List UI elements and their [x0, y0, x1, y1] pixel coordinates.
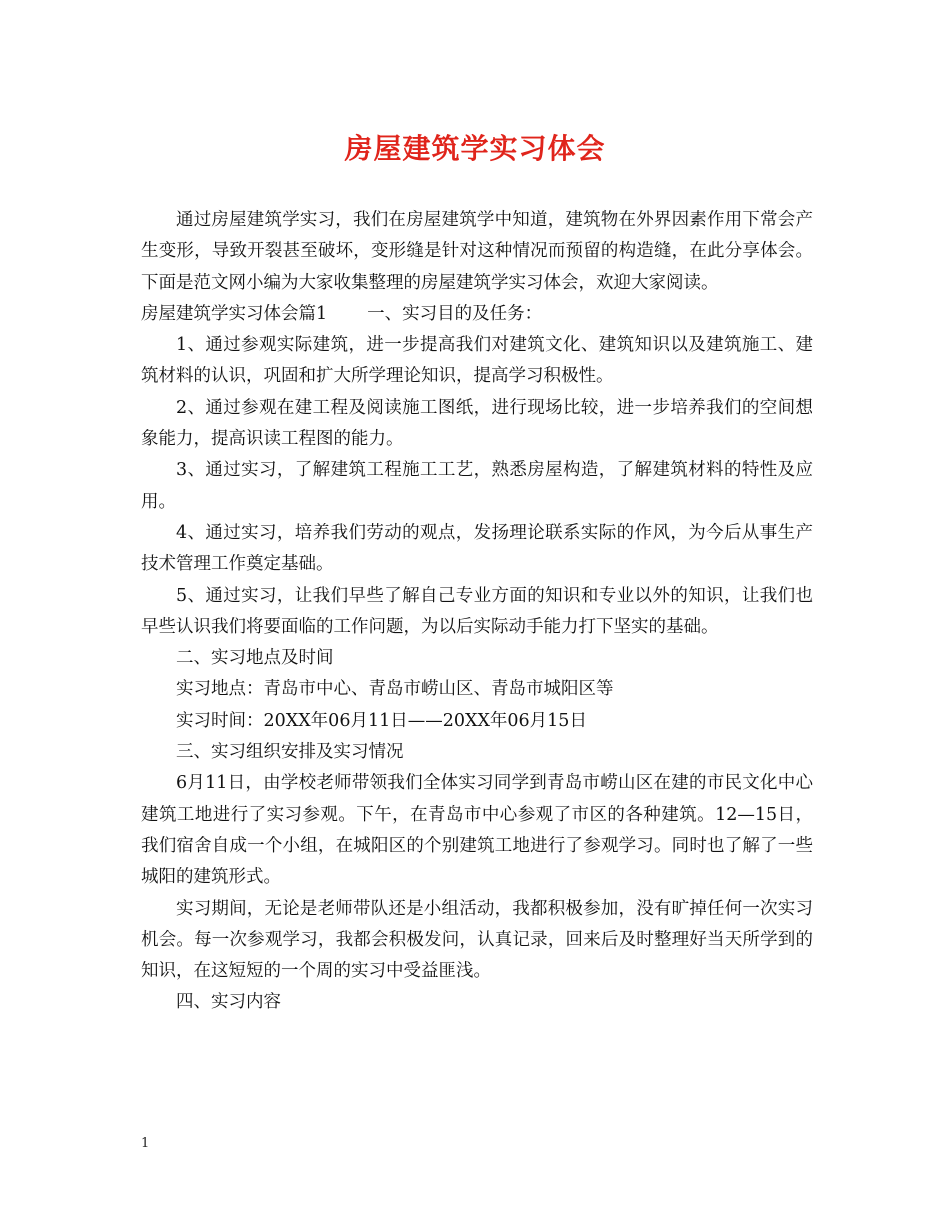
page-number: 1: [141, 1136, 150, 1151]
chapter-line: [141, 299, 813, 330]
period-paragraph: 实习期间，无论是老师带队还是小组活动，我都积极参加，没有旷掉任何一次实习机会。每一次参观学习，我都会积极发问，认真记录，回来后及时整理好当天所学到的知识，在这短短的一个周的实习中受益匪浅。: [141, 898, 813, 982]
section-heading-3: 三、实习组织安排及实习情况: [176, 742, 404, 763]
document-title: 房屋建筑学实习体会: [344, 132, 606, 165]
location-line: 实习地点：青岛市中心、青岛市崂山区、青岛市城阳区等: [176, 679, 614, 700]
document-body: [141, 205, 813, 1019]
chapter-label: 房屋建筑学实习体会篇1: [141, 303, 328, 324]
time-line: 实习时间：20XX年06月11日——20XX年06月15日: [176, 710, 587, 731]
section-heading-4: 四、实习内容: [176, 992, 281, 1013]
list-item: 5、通过实习，让我们早些了解自己专业方面的知识和专业以外的知识，让我们也早些认识我们将要面临的工作问题，为以后实际动手能力打下坚实的基础。: [141, 585, 813, 637]
section-heading-2: 二、实习地点及时间: [176, 648, 334, 669]
june-paragraph: 6月11日，由学校老师带领我们全体实习同学到青岛市崂山区在建的市民文化中心建筑工地进行了实习参观。下午，在青岛市中心参观了市区的各种建筑。12—15日，我们宿舍自成一个小组，在城阳区的个别建筑工地进行了参观学习。同时也了解了一些城阳的建筑形式。: [141, 773, 813, 888]
list-item: 4、通过实习，培养我们劳动的观点，发扬理论联系实际的作风，为今后从事生产技术管理工作奠定基础。: [141, 522, 813, 575]
list-item: 1、通过参观实际建筑，进一步提高我们对建筑文化、建筑知识以及建筑施工、建筑材料的认识，巩固和扩大所学理论知识，提高学习积极性。: [141, 335, 813, 387]
list-item: 2、通过参观在建工程及阅读施工图纸，进行现场比较，进一步培养我们的空间想象能力，提高识读工程图的能力。: [141, 397, 813, 450]
intro-paragraph: 通过房屋建筑学实习，我们在房屋建筑学中知道，建筑物在外界因素作用下常会产生变形，导致开裂甚至破坏，变形缝是针对这种情况而预留的构造缝，在此分享体会。下面是范文网小编为大家收集整理的房屋建筑学实习体会，欢迎大家阅读。: [141, 210, 813, 293]
section-heading-1: 一、实习目的及任务：: [367, 303, 543, 324]
list-item: 3、通过实习，了解建筑工程施工工艺，熟悉房屋构造，了解建筑材料的特性及应用。: [141, 460, 813, 512]
